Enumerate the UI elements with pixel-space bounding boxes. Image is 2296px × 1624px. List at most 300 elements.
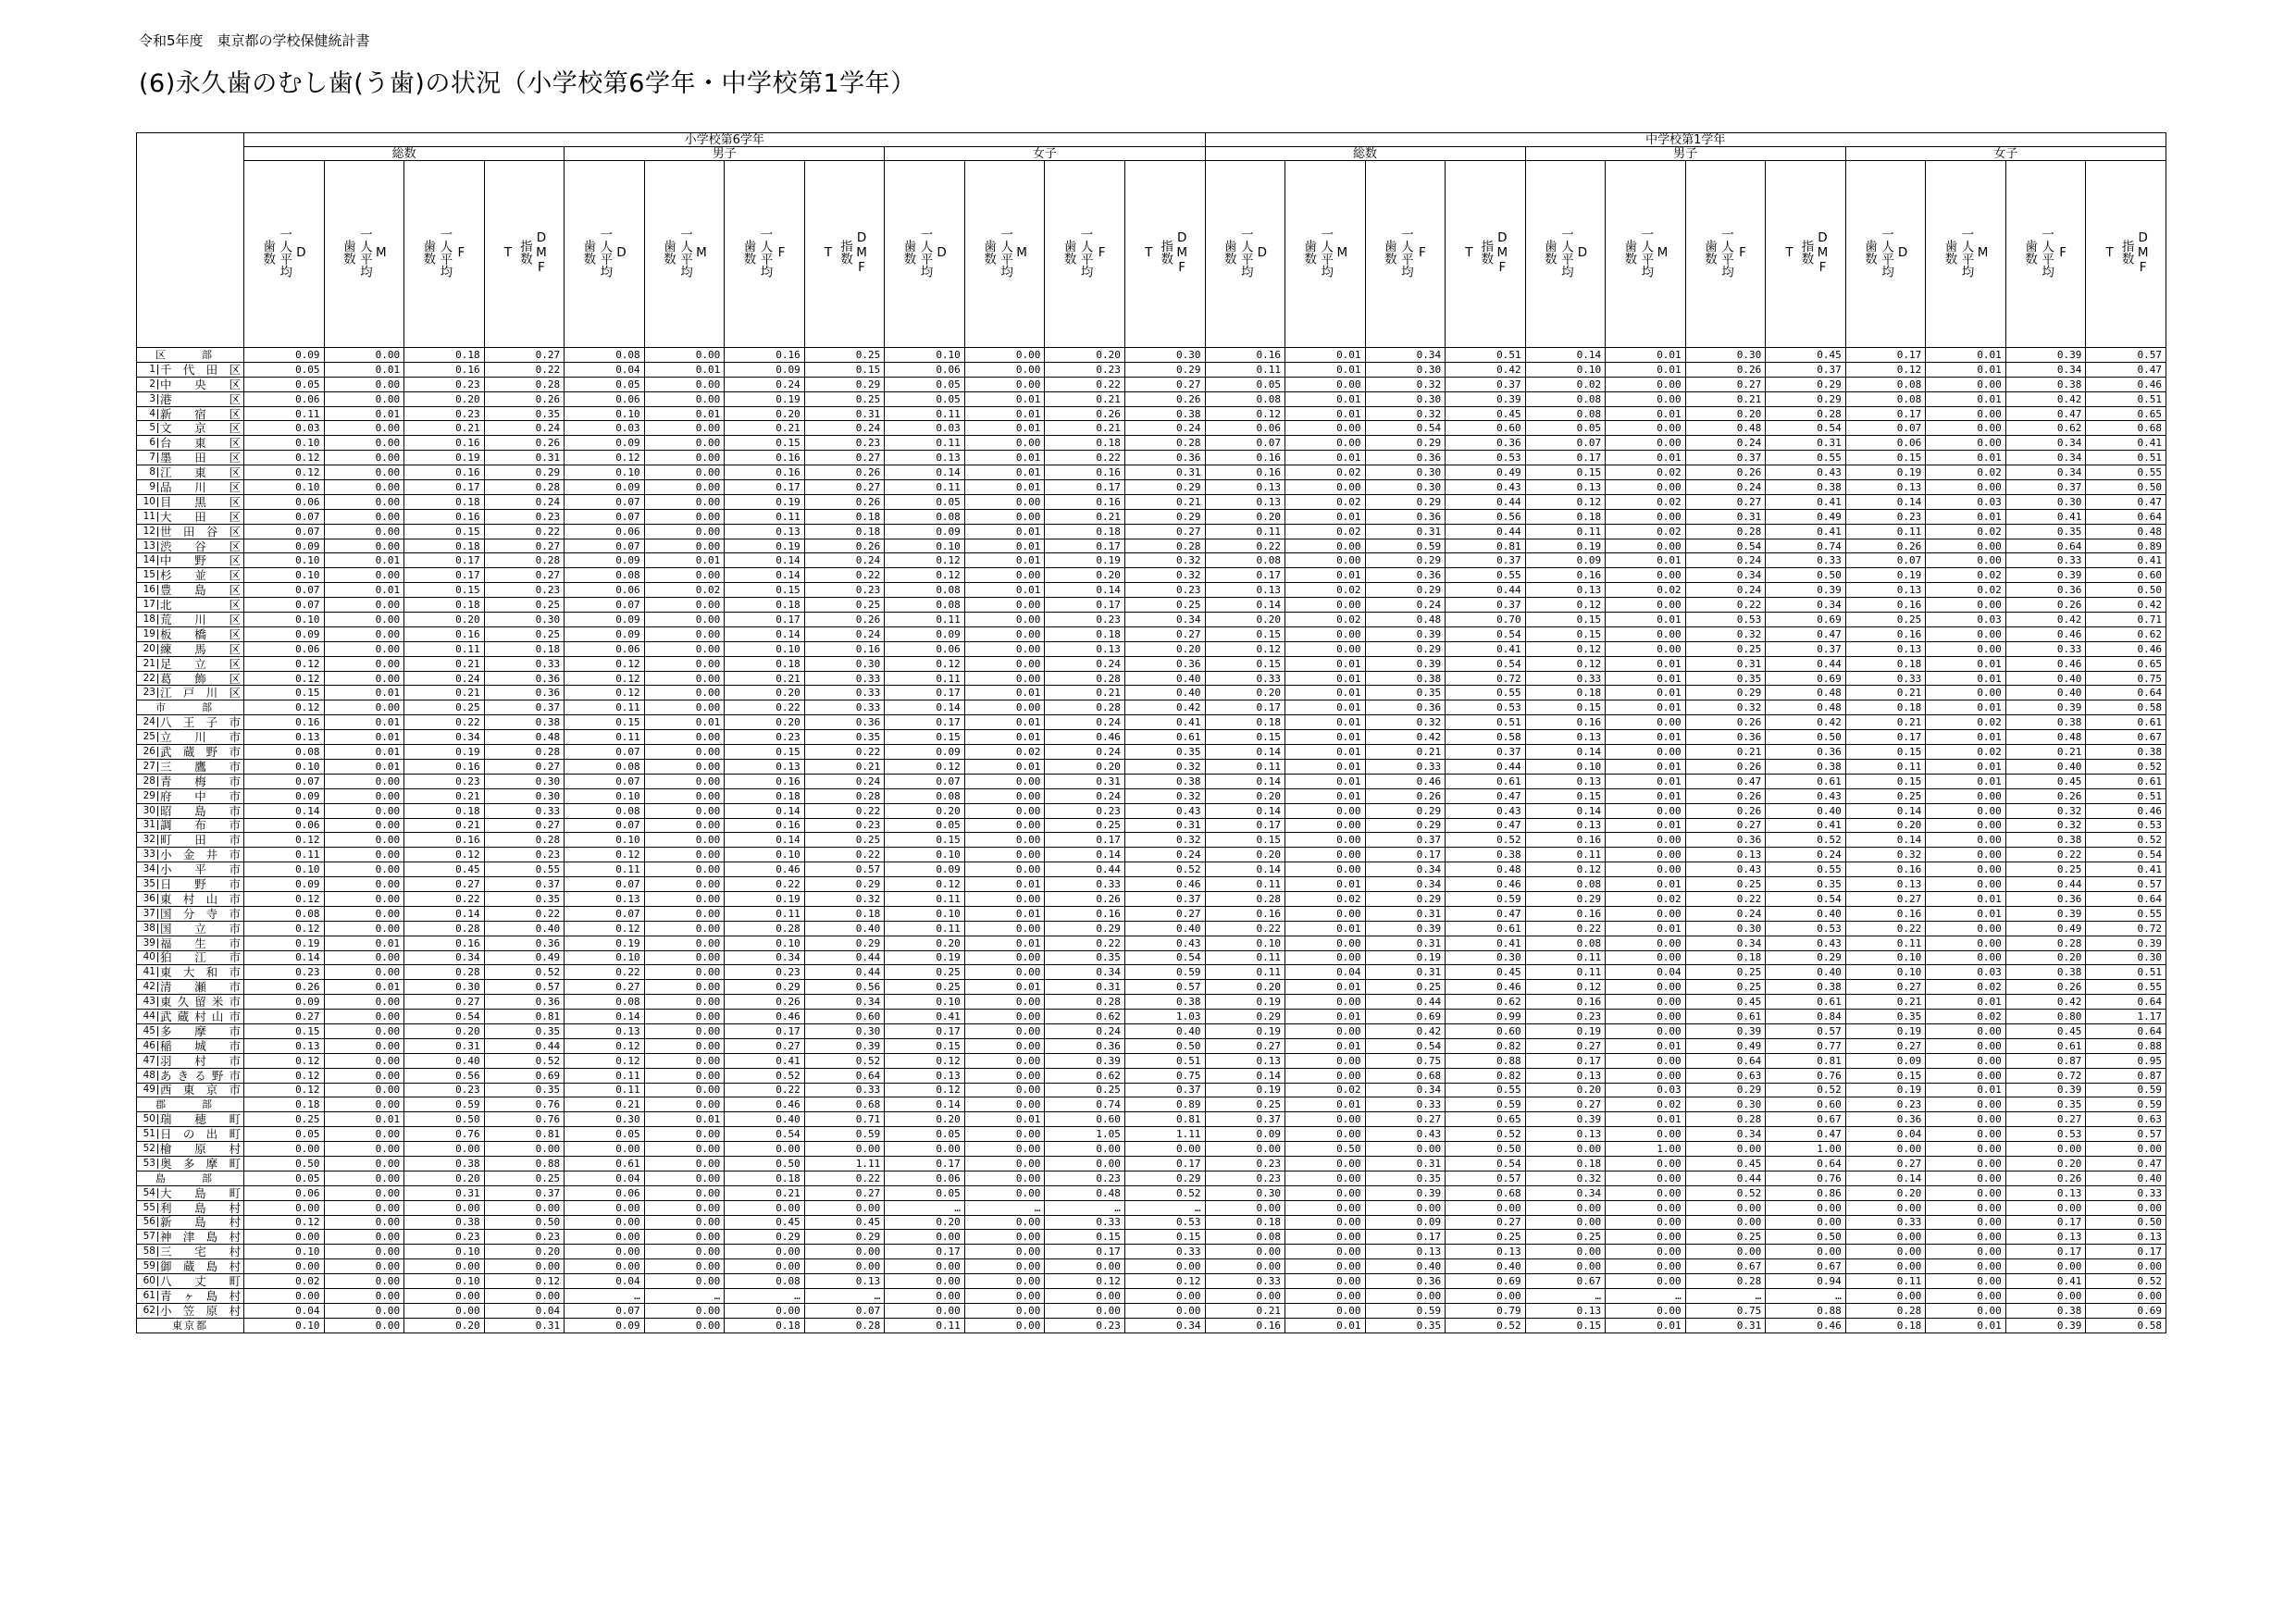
value-cell: 0.00: [644, 656, 725, 671]
value-cell: 0.63: [2086, 1112, 2166, 1127]
value-cell: 0.00: [725, 1303, 805, 1318]
value-cell: 0.62: [2086, 626, 2166, 641]
value-cell: 0.34: [404, 730, 485, 745]
row-number: 6: [137, 438, 158, 448]
total-name: 東京都: [137, 1318, 244, 1333]
value-cell: 0.46: [2086, 377, 2166, 391]
value-cell: 0.18: [725, 1171, 805, 1185]
row-number: 34: [137, 864, 158, 874]
value-cell: 0.12: [565, 671, 645, 686]
value-cell: 0.02: [644, 583, 725, 598]
value-cell: 0.39: [2005, 1318, 2086, 1333]
value-cell: 0.13: [1525, 480, 1606, 495]
value-cell: 0.13: [1205, 1053, 1285, 1068]
value-cell: 0.07: [1205, 436, 1285, 451]
row-number: 32: [137, 835, 158, 845]
value-cell: 0.56: [1446, 509, 1526, 524]
measure-label-part: 歯数: [1862, 240, 1878, 265]
value-cell: 0.03: [1926, 613, 2006, 627]
value-cell: 0.15: [1845, 774, 1926, 788]
value-cell: 0.13: [1205, 494, 1285, 509]
row-label-box: [137, 1069, 243, 1083]
value-cell: 0.54: [2086, 848, 2166, 862]
value-cell: 0.89: [2086, 539, 2166, 553]
value-cell: 0.15: [244, 1023, 325, 1038]
value-cell: 0.16: [725, 774, 805, 788]
value-cell: 1.11: [804, 1156, 885, 1171]
value-cell: 0.36: [1124, 451, 1205, 465]
row-label: [137, 1068, 244, 1083]
value-cell: 0.39: [1446, 391, 1526, 406]
row-label-box: [137, 995, 243, 1009]
value-cell: 0.26: [804, 494, 885, 509]
value-cell: 0.74: [1045, 1097, 1125, 1112]
row-label-box: [137, 789, 243, 803]
value-cell: 0.39: [2005, 348, 2086, 363]
row-label-box: [137, 1201, 243, 1215]
value-cell: 0.34: [804, 995, 885, 1010]
value-cell: 0.44: [1045, 862, 1125, 877]
value-cell: 0.00: [725, 1200, 805, 1215]
value-cell: 0.61: [565, 1156, 645, 1171]
value-cell: 0.54: [1446, 656, 1526, 671]
municipality-name: 青梅市: [160, 774, 242, 788]
value-cell: 0.01: [1926, 509, 2006, 524]
value-cell: 0.49: [1766, 509, 1846, 524]
row-label-box: [137, 819, 243, 833]
value-cell: 0.00: [324, 348, 404, 363]
value-cell: 0.01: [964, 583, 1045, 598]
value-cell: 0.02: [1285, 524, 1366, 539]
row-number: 14: [137, 555, 158, 565]
value-cell: 0.49: [1685, 1038, 1766, 1053]
value-cell: 0.10: [885, 539, 965, 553]
value-cell: 0.48: [2086, 524, 2166, 539]
value-cell: 0.10: [244, 862, 325, 877]
value-cell: 1.00: [1766, 1142, 1846, 1157]
row-label: [137, 686, 244, 700]
measure-label-part: D: [1574, 244, 1590, 260]
value-cell: 0.09: [885, 626, 965, 641]
value-cell: 0.00: [1926, 436, 2006, 451]
row-label: [137, 539, 244, 553]
value-cell: 0.13: [2005, 1230, 2086, 1245]
value-cell: 0.34: [404, 950, 485, 965]
value-cell: 0.08: [885, 598, 965, 613]
value-cell: 0.50: [1766, 568, 1846, 583]
value-cell: 0.08: [885, 788, 965, 803]
value-cell: 0.20: [1205, 848, 1285, 862]
value-cell: 0.39: [1365, 626, 1446, 641]
value-cell: 0.26: [804, 465, 885, 480]
value-cell: 0.11: [1205, 362, 1285, 377]
value-cell: 0.08: [1845, 377, 1926, 391]
value-cell: 0.20: [725, 686, 805, 700]
value-cell: 0.15: [1205, 656, 1285, 671]
value-cell: 0.00: [964, 1274, 1045, 1289]
value-cell: 0.64: [2086, 686, 2166, 700]
value-cell: 0.27: [484, 568, 565, 583]
table-row: [137, 906, 2166, 921]
value-cell: 0.31: [404, 1038, 485, 1053]
municipality-name: 中野区: [160, 553, 242, 568]
value-cell: 0.01: [324, 936, 404, 950]
header-measure: [1365, 161, 1446, 348]
value-cell: 0.06: [565, 524, 645, 539]
value-cell: 0.05: [565, 377, 645, 391]
value-cell: 0.13: [565, 891, 645, 906]
value-cell: 0.34: [2005, 465, 2086, 480]
value-cell: 0.00: [1606, 1068, 1686, 1083]
value-cell: 0.00: [324, 877, 404, 892]
table-row: [137, 980, 2166, 995]
value-cell: 0.00: [644, 818, 725, 833]
value-cell: 0.76: [484, 1112, 565, 1127]
municipality-name: 新島村: [160, 1215, 242, 1230]
value-cell: 0.27: [484, 348, 565, 363]
value-cell: 0.25: [1685, 641, 1766, 656]
value-cell: 0.03: [565, 421, 645, 436]
value-cell: 0.35: [1685, 671, 1766, 686]
value-cell: 0.21: [404, 788, 485, 803]
table-row: [137, 1142, 2166, 1157]
table-row: [137, 803, 2166, 818]
value-cell: 0.00: [644, 494, 725, 509]
measure-label-part: F: [1414, 244, 1430, 260]
value-cell: 0.19: [565, 936, 645, 950]
measure-label-part: 一人平均: [676, 227, 692, 278]
value-cell: 0.00: [324, 1259, 404, 1274]
row-label-box: [137, 421, 243, 435]
table-row: [137, 848, 2166, 862]
row-number: 7: [137, 452, 158, 463]
measure-label-part: 一人平均: [597, 227, 613, 278]
value-cell: 0.19: [1205, 1023, 1285, 1038]
value-cell: 0.02: [1926, 465, 2006, 480]
value-cell: 0.37: [1685, 451, 1766, 465]
value-cell: 0.00: [1285, 1156, 1366, 1171]
value-cell: 0.04: [244, 1303, 325, 1318]
value-cell: 0.23: [1525, 1010, 1606, 1024]
value-cell: 1.03: [1124, 1010, 1205, 1024]
value-cell: 0.05: [1205, 377, 1285, 391]
row-label: [137, 1215, 244, 1230]
measure-label-part: 歯数: [1942, 240, 1957, 265]
value-cell: 0.12: [404, 848, 485, 862]
value-cell: 0.06: [565, 583, 645, 598]
value-cell: 0.00: [2005, 1142, 2086, 1157]
value-cell: 0.15: [725, 583, 805, 598]
municipality-name: 町田市: [160, 833, 242, 848]
value-cell: 0.20: [1124, 641, 1205, 656]
value-cell: 0.12: [1045, 1274, 1125, 1289]
value-cell: 0.00: [644, 598, 725, 613]
table-row: [137, 1038, 2166, 1053]
value-cell: 0.11: [885, 406, 965, 421]
value-cell: 0.00: [1926, 877, 2006, 892]
value-cell: 0.00: [644, 833, 725, 848]
value-cell: 0.15: [1525, 626, 1606, 641]
value-cell: 0.08: [885, 583, 965, 598]
value-cell: 0.25: [1685, 965, 1766, 980]
value-cell: 0.27: [244, 1010, 325, 1024]
value-cell: 0.13: [885, 1068, 965, 1083]
value-cell: 0.58: [1446, 730, 1526, 745]
table-row: [137, 598, 2166, 613]
value-cell: 0.32: [1124, 788, 1205, 803]
measure-label-part: DMF: [1495, 229, 1510, 275]
value-cell: 0.27: [1685, 377, 1766, 391]
value-cell: 1.00: [1606, 1142, 1686, 1157]
value-cell: 0.16: [404, 362, 485, 377]
row-label: [137, 1245, 244, 1259]
measure-label: [740, 228, 788, 278]
value-cell: 0.17: [885, 686, 965, 700]
municipality-name: 大田区: [160, 509, 242, 524]
value-cell: 0.39: [2005, 906, 2086, 921]
value-cell: 0.00: [1606, 1259, 1686, 1274]
value-cell: 0.16: [404, 465, 485, 480]
value-cell: 0.35: [1365, 1318, 1446, 1333]
value-cell: 1.05: [1045, 1127, 1125, 1142]
value-cell: 0.17: [885, 1245, 965, 1259]
value-cell: 0.33: [1045, 1215, 1125, 1230]
table-row: [137, 1274, 2166, 1289]
value-cell: 0.05: [244, 1127, 325, 1142]
value-cell: 0.20: [725, 715, 805, 730]
value-cell: 0.01: [1606, 686, 1686, 700]
value-cell: 0.39: [1766, 583, 1846, 598]
value-cell: 0.20: [404, 1023, 485, 1038]
value-cell: 0.22: [484, 362, 565, 377]
value-cell: 0.00: [1365, 1200, 1446, 1215]
value-cell: 0.01: [324, 583, 404, 598]
value-cell: 0.00: [2086, 1289, 2166, 1304]
value-cell: 0.14: [1525, 348, 1606, 363]
value-cell: 0.54: [725, 1127, 805, 1142]
value-cell: 0.00: [1285, 1259, 1366, 1274]
value-cell: 0.59: [804, 1127, 885, 1142]
row-number: 11: [137, 512, 158, 522]
value-cell: 0.00: [1685, 1245, 1766, 1259]
value-cell: 0.27: [1365, 1112, 1446, 1127]
municipality-name: 八王子市: [160, 715, 242, 730]
value-cell: 0.28: [1845, 1303, 1926, 1318]
header-measure: [565, 161, 645, 348]
value-cell: 0.28: [484, 833, 565, 848]
value-cell: 0.38: [2086, 745, 2166, 760]
value-cell: 0.24: [1685, 436, 1766, 451]
value-cell: 0.00: [404, 1303, 485, 1318]
value-cell: 0.03: [1926, 965, 2006, 980]
value-cell: 0.08: [244, 745, 325, 760]
value-cell: 0.01: [964, 451, 1045, 465]
value-cell: 0.13: [1525, 1303, 1606, 1318]
value-cell: 0.50: [1446, 1142, 1526, 1157]
value-cell: 0.36: [484, 995, 565, 1010]
value-cell: 0.11: [1525, 950, 1606, 965]
value-cell: 0.00: [964, 1023, 1045, 1038]
value-cell: 0.30: [1446, 950, 1526, 965]
value-cell: 0.00: [1045, 1303, 1125, 1318]
row-number: 61: [137, 1291, 158, 1301]
value-cell: 0.23: [804, 818, 885, 833]
value-cell: 0.87: [2086, 1068, 2166, 1083]
value-cell: 0.30: [1365, 362, 1446, 377]
value-cell: 0.15: [1845, 745, 1926, 760]
value-cell: 0.27: [2005, 1112, 2086, 1127]
value-cell: 0.00: [244, 1200, 325, 1215]
value-cell: 0.40: [1365, 1259, 1446, 1274]
value-cell: 0.00: [324, 1097, 404, 1112]
row-label: [137, 1156, 244, 1171]
value-cell: 0.31: [1365, 906, 1446, 921]
measure-label-part: 一人平均: [1558, 227, 1573, 278]
value-cell: 0.17: [1045, 539, 1125, 553]
value-cell: 0.01: [1606, 788, 1686, 803]
value-cell: 0.02: [1926, 1010, 2006, 1024]
value-cell: 0.25: [1365, 980, 1446, 995]
value-cell: 0.27: [1124, 906, 1205, 921]
value-cell: 0.47: [1766, 626, 1846, 641]
value-cell: 0.00: [2086, 1200, 2166, 1215]
value-cell: 0.43: [1124, 936, 1205, 950]
value-cell: 0.25: [1845, 788, 1926, 803]
value-cell: 0.68: [1365, 1068, 1446, 1083]
value-cell: 0.00: [1285, 421, 1366, 436]
value-cell: 0.27: [1205, 1038, 1285, 1053]
value-cell: 0.24: [1685, 906, 1766, 921]
value-cell: 0.00: [964, 1318, 1045, 1333]
value-cell: 0.00: [964, 788, 1045, 803]
value-cell: 0.00: [1285, 1303, 1366, 1318]
municipality-name: 東村山市: [160, 891, 242, 906]
value-cell: 0.00: [324, 494, 404, 509]
value-cell: 0.31: [804, 406, 885, 421]
measure-label-part: 歯数: [260, 240, 276, 265]
value-cell: 0.23: [1045, 1171, 1125, 1185]
value-cell: 0.00: [1606, 848, 1686, 862]
value-cell: 0.23: [484, 509, 565, 524]
value-cell: 0.00: [404, 1289, 485, 1304]
value-cell: 0.08: [1525, 391, 1606, 406]
value-cell: 0.00: [1926, 539, 2006, 553]
header-measure: [1606, 161, 1686, 348]
value-cell: 0.75: [2086, 671, 2166, 686]
value-cell: 0.16: [404, 436, 485, 451]
value-cell: 0.25: [1045, 1083, 1125, 1097]
value-cell: 0.69: [1446, 1274, 1526, 1289]
value-cell: 0.15: [1205, 730, 1285, 745]
value-cell: 0.27: [1845, 1156, 1926, 1171]
value-cell: 0.04: [1285, 965, 1366, 980]
value-cell: 0.19: [725, 539, 805, 553]
value-cell: 0.34: [725, 950, 805, 965]
value-cell: 0.26: [1685, 715, 1766, 730]
value-cell: 0.59: [404, 1097, 485, 1112]
value-cell: 0.07: [244, 524, 325, 539]
value-cell: 0.07: [565, 509, 645, 524]
value-cell: 0.12: [1525, 862, 1606, 877]
value-cell: 0.19: [1845, 568, 1926, 583]
measure-label-part: 一人平均: [1318, 227, 1334, 278]
value-cell: 0.34: [2005, 451, 2086, 465]
value-cell: 0.21: [404, 421, 485, 436]
value-cell: 0.30: [1685, 1097, 1766, 1112]
value-cell: 0.07: [1845, 421, 1926, 436]
row-number: 48: [137, 1071, 158, 1081]
value-cell: 0.00: [1685, 1142, 1766, 1157]
value-cell: 0.10: [244, 568, 325, 583]
value-cell: 0.00: [324, 818, 404, 833]
value-cell: 0.12: [565, 656, 645, 671]
value-cell: 0.00: [244, 1289, 325, 1304]
measure-label: [260, 228, 307, 278]
value-cell: 0.07: [885, 774, 965, 788]
value-cell: 0.40: [725, 1112, 805, 1127]
value-cell: 0.18: [1845, 1318, 1926, 1333]
row-label: [137, 950, 244, 965]
municipality-name: 東久留米市: [160, 995, 242, 1010]
value-cell: 0.52: [1446, 1127, 1526, 1142]
value-cell: 0.01: [964, 480, 1045, 495]
value-cell: 0.14: [565, 1010, 645, 1024]
value-cell: 0.51: [2086, 451, 2166, 465]
municipality-name: 練馬区: [160, 641, 242, 656]
value-cell: 0.00: [644, 626, 725, 641]
value-cell: 0.11: [565, 730, 645, 745]
value-cell: 0.00: [1845, 1200, 1926, 1215]
value-cell: 0.14: [1205, 803, 1285, 818]
value-cell: 0.29: [1205, 1010, 1285, 1024]
value-cell: 0.00: [1285, 1023, 1366, 1038]
value-cell: 0.00: [244, 1142, 325, 1157]
value-cell: 0.35: [484, 1083, 565, 1097]
value-cell: 0.38: [1446, 848, 1526, 862]
row-label: [137, 891, 244, 906]
value-cell: 0.01: [1285, 921, 1366, 936]
value-cell: 0.00: [565, 1142, 645, 1157]
value-cell: 0.28: [1685, 1274, 1766, 1289]
value-cell: 0.11: [885, 921, 965, 936]
value-cell: 0.20: [2005, 950, 2086, 965]
municipality-name: 小笠原村: [160, 1303, 242, 1318]
row-label: [137, 451, 244, 465]
header-measure: [885, 161, 965, 348]
value-cell: 0.41: [2086, 436, 2166, 451]
table-row: [137, 1083, 2166, 1097]
table-row: [137, 950, 2166, 965]
value-cell: 0.40: [1124, 686, 1205, 700]
value-cell: 0.09: [565, 626, 645, 641]
value-cell: 0.01: [1285, 700, 1366, 715]
value-cell: 0.00: [964, 1068, 1045, 1083]
row-label-box: [137, 568, 243, 582]
value-cell: 0.05: [244, 1171, 325, 1185]
value-cell: 0.27: [804, 451, 885, 465]
value-cell: 0.40: [1766, 906, 1846, 921]
table-row: [137, 1230, 2166, 1245]
value-cell: 0.10: [565, 465, 645, 480]
row-label: [137, 553, 244, 568]
table-row: [137, 995, 2166, 1010]
value-cell: 0.01: [1285, 686, 1366, 700]
value-cell: 0.00: [644, 671, 725, 686]
value-cell: 0.55: [2086, 906, 2166, 921]
value-cell: 0.28: [484, 480, 565, 495]
value-cell: 0.18: [404, 494, 485, 509]
value-cell: 0.21: [725, 1185, 805, 1200]
